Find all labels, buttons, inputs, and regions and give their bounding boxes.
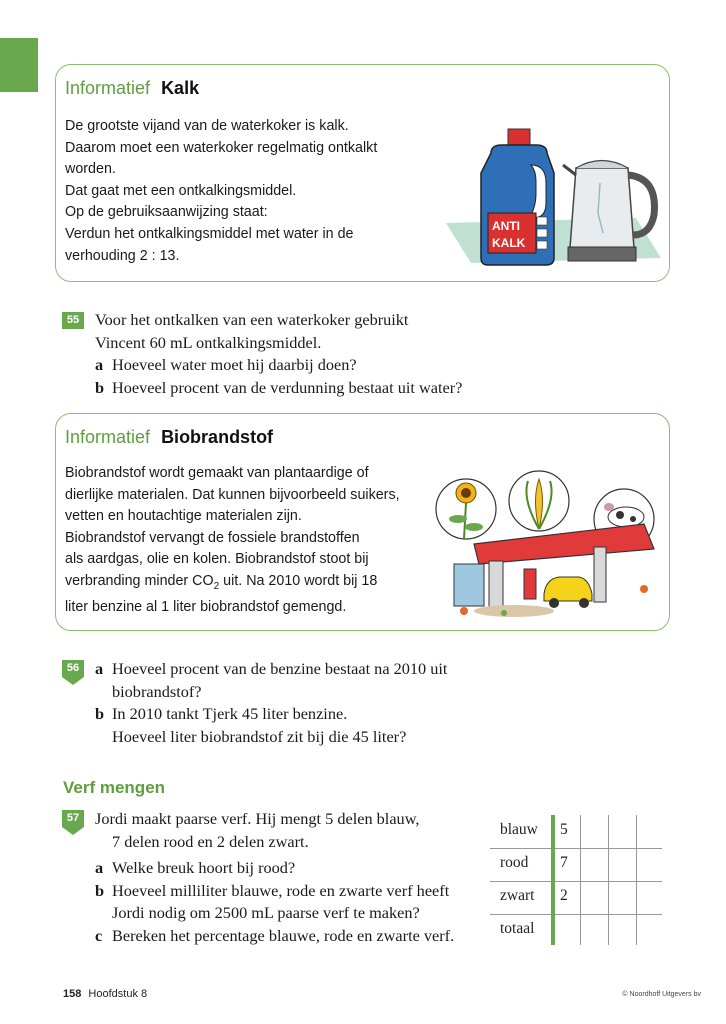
- info-text: [65, 116, 377, 267]
- co2-pre: verbranding minder CO: [65, 572, 214, 589]
- subquestion-letter: b: [95, 377, 105, 397]
- subquestion-letter: c: [95, 925, 103, 945]
- info-line: Daarom moet een waterkoker regelmatig ontkalkt: [65, 139, 378, 156]
- subquestion-a: [95, 658, 447, 681]
- info-label: Informatief: [65, 427, 151, 447]
- info-label: Informatief: [65, 78, 151, 98]
- table-gridline: [580, 815, 581, 945]
- table-gridline: [636, 815, 637, 945]
- info-box-title: [65, 427, 273, 448]
- page-footer: [63, 988, 147, 1000]
- table-cell: 2: [560, 887, 568, 904]
- question-number-56: 56: [62, 660, 84, 677]
- question-55: [95, 309, 462, 399]
- gas-station-illustration: [434, 469, 664, 619]
- subquestion-letter: a: [95, 659, 104, 678]
- info-line: als aardgas, olie en kolen. Biobrandstof stoot bij: [65, 551, 369, 568]
- table-divider: [551, 815, 555, 945]
- info-line: De grootste vijand van de waterkoker is kalk.: [65, 118, 349, 134]
- table-cell: 7: [560, 854, 568, 871]
- co2-post: uit. Na 2010 wordt bij 18: [219, 572, 378, 589]
- info-title: Biobrandstof: [161, 427, 274, 447]
- subquestion-letter: a: [95, 858, 104, 877]
- table-gridline: [608, 815, 609, 945]
- info-line: verhouding 2 : 13.: [65, 247, 180, 264]
- section-heading: Verf mengen: [63, 778, 166, 797]
- question-text: 7 delen rood en 2 delen zwart.: [112, 831, 309, 851]
- table-row-label: zwart: [500, 887, 535, 904]
- chapter-name: Hoofdstuk 8: [88, 988, 148, 1000]
- subquestion-letter: b: [95, 704, 105, 723]
- chapter-tab: [0, 38, 38, 92]
- question-text: Voor het ontkalken van een waterkoker gebruikt: [95, 310, 409, 329]
- subquestion-letter: a: [95, 355, 104, 374]
- copyright: © Noordhoff Uitgevers bv: [622, 991, 701, 998]
- subquestion-text: Bereken het percentage blauwe, rode en zwarte verf.: [112, 925, 455, 945]
- bottle-label-1: ANTI: [492, 219, 520, 233]
- table-row-label: blauw: [500, 821, 538, 838]
- question-number-57: 57: [62, 810, 84, 827]
- subquestion-text: Hoeveel procent van de benzine bestaat na 2010 uit: [112, 659, 448, 678]
- question-text: Jordi maakt paarse verf. Hij mengt 5 delen blauw,: [95, 809, 420, 828]
- question-text: Vincent 60 mL ontkalkingsmiddel.: [95, 332, 322, 352]
- subquestion-text: Hoeveel procent van de verdunning bestaat uit water?: [112, 377, 463, 397]
- info-title: Kalk: [161, 78, 200, 98]
- subquestion-text: Jordi nodig om 2500 mL paarse verf te maken?: [112, 903, 420, 922]
- info-line: vetten en houtachtige materialen zijn.: [65, 508, 302, 525]
- info-line: Biobrandstof wordt gemaakt van plantaardige of: [65, 465, 369, 481]
- subquestion-letter: b: [95, 880, 105, 900]
- page-number: 158: [63, 988, 82, 1000]
- bottle-label-2: KALK: [492, 236, 526, 250]
- info-line: Biobrandstof vervangt de fossiele brandstoffen: [65, 529, 360, 546]
- table-row-label: rood: [500, 854, 529, 871]
- subquestion-a: [95, 857, 454, 880]
- info-text: [65, 463, 400, 619]
- info-line: worden.: [65, 161, 116, 178]
- subquestion-text: In 2010 tankt Tjerk 45 liter benzine.: [112, 704, 348, 723]
- info-box-kalk: [55, 64, 670, 282]
- co2-subscript: 2: [213, 580, 220, 592]
- info-line: [65, 571, 400, 597]
- table-row-label: totaal: [500, 920, 535, 937]
- subquestion-text: biobrandstof?: [112, 681, 202, 701]
- subquestion-a: [95, 354, 462, 377]
- subquestion-text: Hoeveel milliliter blauwe, rode en zwarte verf heeft: [112, 880, 450, 900]
- subquestion-text: Hoeveel water moet hij daarbij doen?: [112, 355, 357, 374]
- info-box-biobrandstof: [55, 413, 670, 631]
- info-box-title: [65, 78, 199, 99]
- question-57: [95, 808, 454, 947]
- subquestion-text: Welke breuk hoort bij rood?: [112, 858, 296, 877]
- subquestion-text: Hoeveel liter biobrandstof zit bij die 45 liter?: [112, 726, 407, 746]
- info-line: Op de gebruiksaanwijzing staat:: [65, 204, 268, 221]
- subquestion-b: [95, 377, 462, 400]
- subquestion-c: [95, 925, 454, 948]
- question-56: [95, 658, 447, 748]
- info-line: Verdun het ontkalkingsmiddel met water in de: [65, 225, 354, 242]
- kalk-illustration: [436, 123, 666, 273]
- table-cell: 5: [560, 821, 568, 838]
- subquestion-b: [95, 703, 447, 726]
- info-line: dierlijke materialen. Dat kunnen bijvoorbeeld suikers,: [65, 486, 400, 503]
- question-number-55: 55: [62, 312, 84, 329]
- info-line: Dat gaat met een ontkalkingsmiddel.: [65, 182, 297, 199]
- info-line: liter benzine al 1 liter biobrandstof gemengd.: [65, 599, 347, 616]
- subquestion-b: [95, 880, 454, 903]
